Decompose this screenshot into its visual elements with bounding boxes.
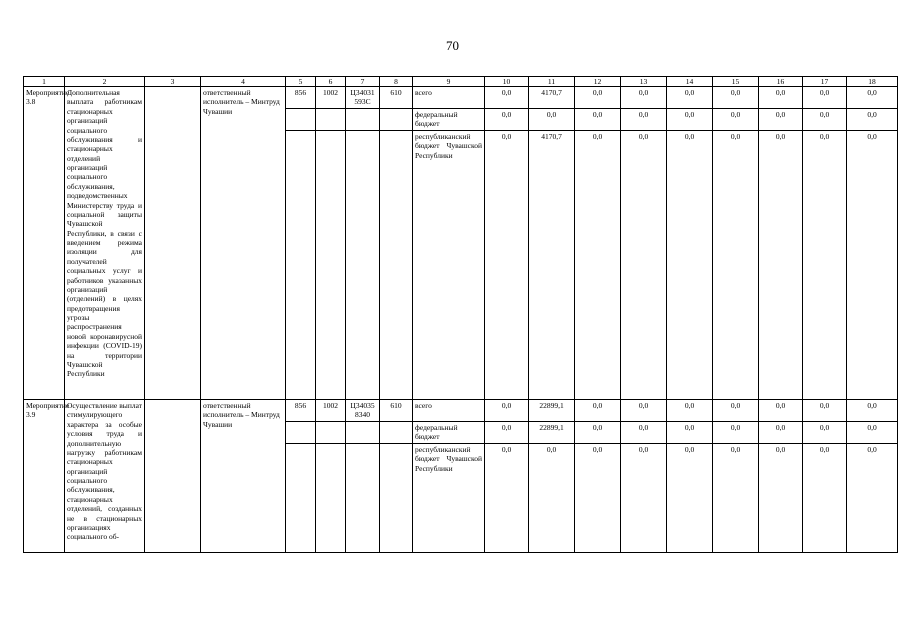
value-cell: 0,0	[759, 131, 803, 400]
column-number: 11	[529, 77, 575, 87]
funding-source: республиканский бюджет Чувашской Республики	[413, 444, 485, 553]
value-cell: 0,0	[847, 131, 898, 400]
value-cell: 0,0	[759, 87, 803, 109]
value-cell: 0,0	[485, 109, 529, 131]
value-cell: 0,0	[485, 87, 529, 109]
value-cell: 0,0	[759, 400, 803, 422]
value-cell: 0,0	[485, 400, 529, 422]
column-number: 14	[667, 77, 713, 87]
table-row	[24, 400, 898, 422]
value-cell: 0,0	[575, 109, 621, 131]
value-cell: 0,0	[759, 422, 803, 444]
code-target: Ц34035 8340	[346, 400, 380, 422]
value-cell: 0,0	[713, 131, 759, 400]
value-cell: 0,0	[847, 109, 898, 131]
value-cell: 0,0	[621, 422, 667, 444]
value-cell: 0,0	[529, 109, 575, 131]
measure-id: Мероприятие 3.9	[24, 400, 65, 553]
value-cell: 0,0	[621, 400, 667, 422]
program-table	[23, 76, 898, 553]
column-number: 5	[286, 77, 316, 87]
column-number: 12	[575, 77, 621, 87]
value-cell: 0,0	[713, 400, 759, 422]
column-number: 15	[713, 77, 759, 87]
value-cell: 0,0	[485, 444, 529, 553]
code-section: 1002	[316, 400, 346, 422]
value-cell: 0,0	[713, 87, 759, 109]
funding-source: федеральный бюджет	[413, 109, 485, 131]
value-cell: 0,0	[803, 109, 847, 131]
code-grbs: 856	[286, 87, 316, 109]
column-number: 6	[316, 77, 346, 87]
column-number: 1	[24, 77, 65, 87]
value-cell: 0,0	[803, 87, 847, 109]
value-cell: 0,0	[847, 87, 898, 109]
value-cell: 0,0	[529, 444, 575, 553]
column-number: 7	[346, 77, 380, 87]
column-number: 16	[759, 77, 803, 87]
value-cell: 0,0	[667, 131, 713, 400]
column-number: 8	[380, 77, 413, 87]
value-cell: 0,0	[713, 109, 759, 131]
value-cell: 0,0	[575, 444, 621, 553]
value-cell: 0,0	[575, 422, 621, 444]
column-number: 13	[621, 77, 667, 87]
value-cell: 0,0	[847, 444, 898, 553]
column-number: 10	[485, 77, 529, 87]
table-row	[24, 87, 898, 109]
value-cell: 22899,1	[529, 400, 575, 422]
value-cell: 0,0	[667, 444, 713, 553]
funding-source: всего	[413, 400, 485, 422]
code-grbs: 856	[286, 400, 316, 422]
value-cell: 0,0	[667, 400, 713, 422]
value-cell: 0,0	[621, 444, 667, 553]
column-number: 3	[145, 77, 201, 87]
code-target: Ц34031 593С	[346, 87, 380, 109]
value-cell: 0,0	[803, 444, 847, 553]
value-cell: 0,0	[713, 444, 759, 553]
value-cell: 0,0	[621, 131, 667, 400]
column-number: 18	[847, 77, 898, 87]
measure-description: Осуществление выплат стимулирующего характера за особые условия труда и дополнительную нагрузку работникам стационарных организаций социального обслуживания, стационарных отделений, созданных не в стационарных организациях социального об-	[65, 400, 145, 553]
code-expense-type: 610	[380, 400, 413, 422]
measure-executor: ответственный исполнитель – Минтруд Чувашии	[201, 400, 286, 553]
column-number: 9	[413, 77, 485, 87]
value-cell: 0,0	[575, 400, 621, 422]
value-cell: 0,0	[759, 109, 803, 131]
value-cell: 4170,7	[529, 87, 575, 109]
value-cell: 0,0	[803, 422, 847, 444]
measure-col3	[145, 400, 201, 553]
column-number: 2	[65, 77, 145, 87]
code-section: 1002	[316, 87, 346, 109]
value-cell: 0,0	[667, 422, 713, 444]
value-cell: 0,0	[485, 422, 529, 444]
value-cell: 0,0	[667, 87, 713, 109]
value-cell: 0,0	[713, 422, 759, 444]
value-cell: 4170,7	[529, 131, 575, 400]
value-cell: 0,0	[759, 444, 803, 553]
funding-source: всего	[413, 87, 485, 109]
measure-id: Мероприятие 3.8	[24, 87, 65, 400]
value-cell: 0,0	[621, 109, 667, 131]
value-cell: 0,0	[803, 131, 847, 400]
value-cell: 0,0	[803, 400, 847, 422]
value-cell: 22899,1	[529, 422, 575, 444]
column-number-row	[24, 77, 898, 87]
value-cell: 0,0	[575, 131, 621, 400]
measure-executor: ответственный исполнитель – Минтруд Чувашии	[201, 87, 286, 400]
value-cell: 0,0	[575, 87, 621, 109]
column-number: 4	[201, 77, 286, 87]
funding-source: федеральный бюджет	[413, 422, 485, 444]
page-number: 70	[446, 38, 459, 53]
code-expense-type: 610	[380, 87, 413, 109]
value-cell: 0,0	[621, 87, 667, 109]
value-cell: 0,0	[847, 422, 898, 444]
funding-source: республиканский бюджет Чувашской Республики	[413, 131, 485, 400]
column-number: 17	[803, 77, 847, 87]
value-cell: 0,0	[485, 131, 529, 400]
measure-col3	[145, 87, 201, 400]
value-cell: 0,0	[667, 109, 713, 131]
value-cell: 0,0	[847, 400, 898, 422]
measure-description: Дополнительная выплата работникам стационарных организаций социального обслуживания и стационарных отделений организаций социального обслуживания, подведомственных Министерству труда и социальной защиты Чувашской Республики, в связи с введением режима изоляции для получателей социальных услуг и работников указанных организаций (отделений) в целях предотвращения угрозы распространения новой коронавирусной инфекции (COVID-19) на территории Чувашской Республики	[65, 87, 145, 400]
